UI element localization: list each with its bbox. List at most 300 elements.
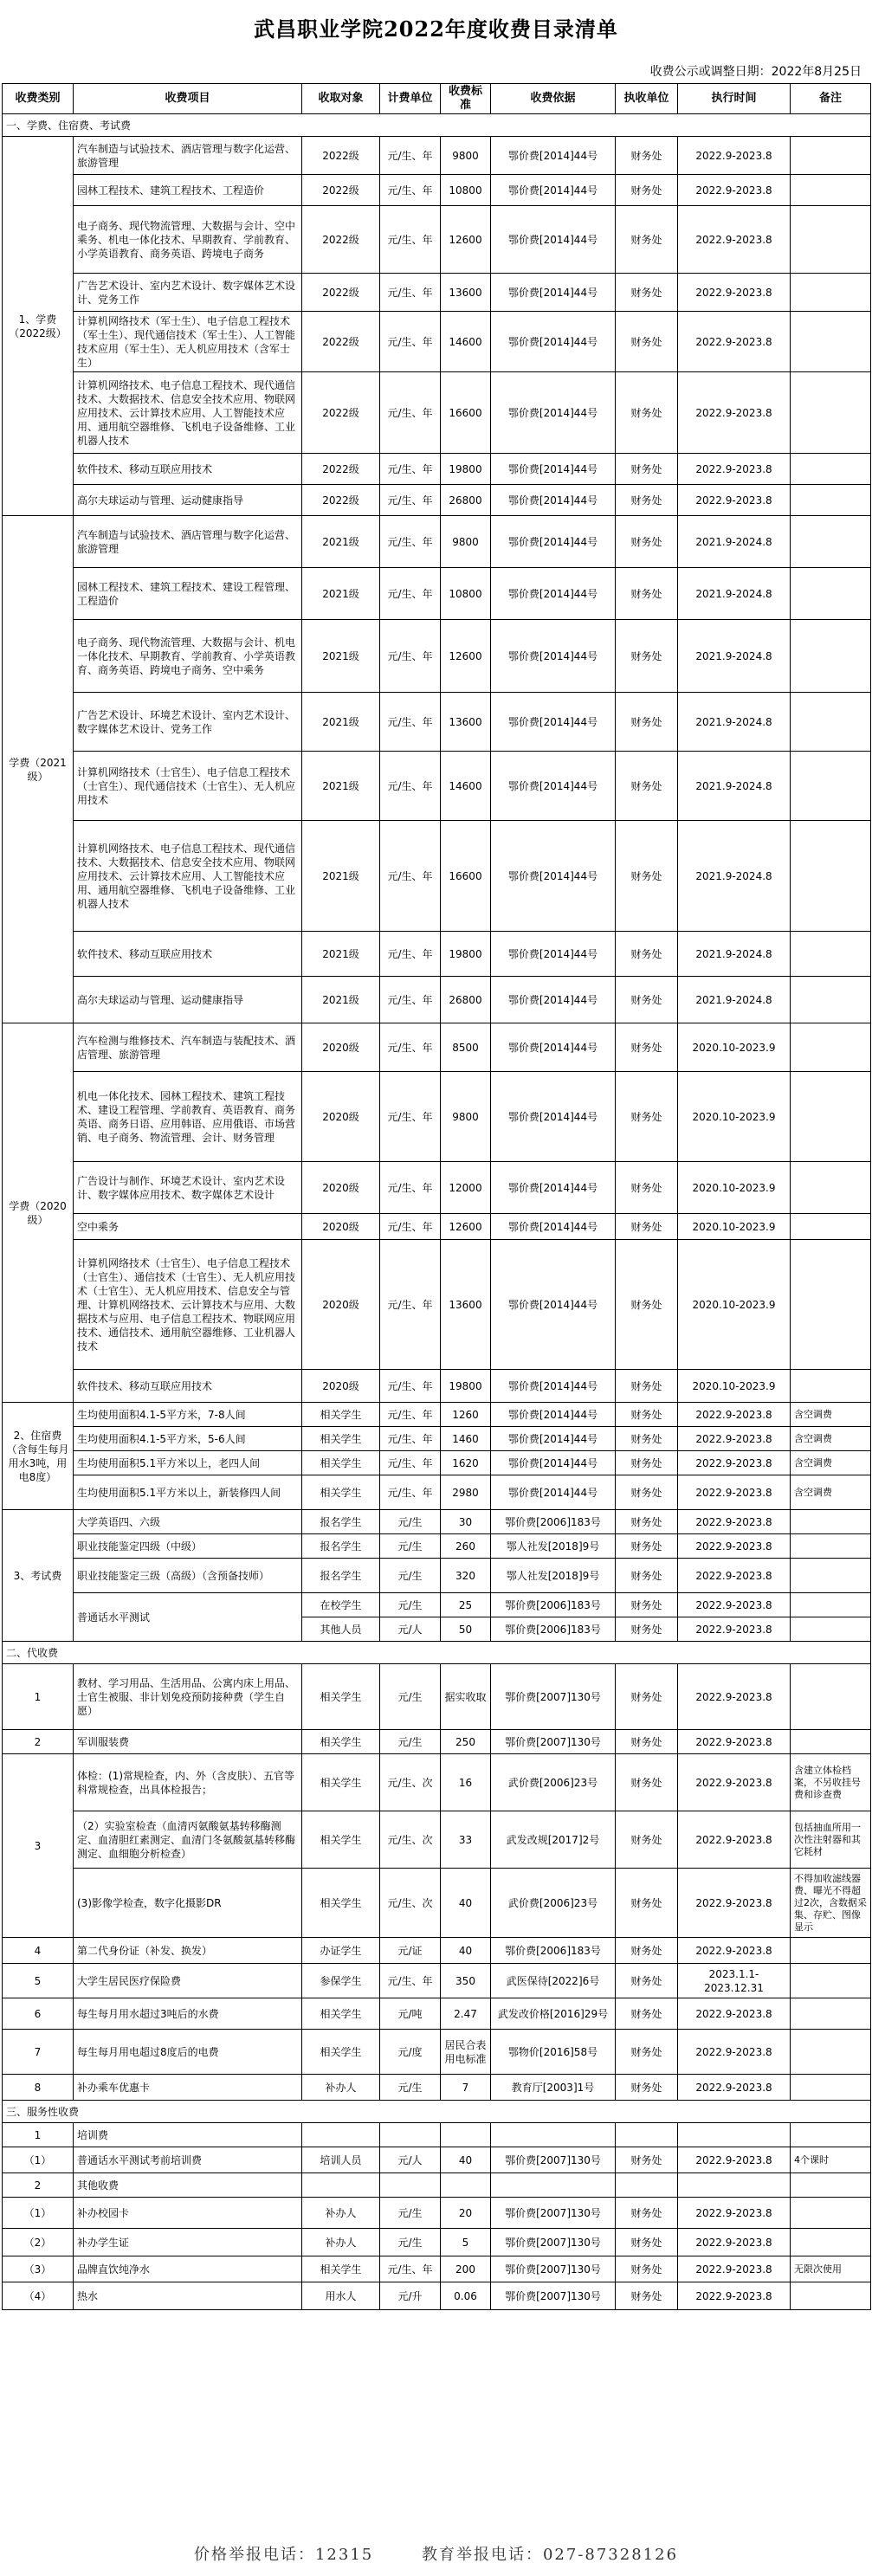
collector-cell: 财务处 bbox=[616, 1869, 678, 1938]
unit-cell: 元/生、年 bbox=[380, 1023, 441, 1072]
target-cell: 报名学生 bbox=[302, 1510, 380, 1534]
remark-cell: 4个课时 bbox=[791, 2147, 871, 2173]
basis-cell: 武发改价格[2016]29号 bbox=[491, 1998, 616, 2030]
remark-cell bbox=[791, 2229, 871, 2256]
table-row bbox=[3, 821, 871, 932]
remark-cell: 无限次使用 bbox=[791, 2256, 871, 2282]
fee-item-cell: 第二代身份证（补发、换发） bbox=[74, 1938, 302, 1964]
table-row bbox=[3, 1214, 871, 1240]
standard-cell: 200 bbox=[441, 2256, 491, 2282]
table-row bbox=[3, 1370, 871, 1403]
unit-cell: 元/生 bbox=[380, 1664, 441, 1730]
collector-cell: 财务处 bbox=[616, 2198, 678, 2229]
unit-cell: 元/度 bbox=[380, 2030, 441, 2075]
table-row bbox=[3, 1964, 871, 1998]
fee-item-cell: 计算机网络技术（士官生）、电子信息工程技术（士官生）、现代通信技术（士官生）、无人机应用技术 bbox=[74, 752, 302, 821]
fee-item-cell: 高尔夫球运动与管理、运动健康指导 bbox=[74, 977, 302, 1023]
target-cell: 2020级 bbox=[302, 1072, 380, 1162]
unit-cell: 元/生、年 bbox=[380, 693, 441, 752]
unit-cell: 元/生、年 bbox=[380, 2256, 441, 2282]
unit-cell: 元/生 bbox=[380, 1593, 441, 1617]
collector-cell: 财务处 bbox=[616, 1730, 678, 1754]
unit-cell: 元/生、次 bbox=[380, 1811, 441, 1869]
remark-cell bbox=[791, 2282, 871, 2310]
standard-cell: 12000 bbox=[441, 1162, 491, 1214]
period-cell: 2022.9-2023.8 bbox=[678, 1403, 791, 1427]
collector-cell: 财务处 bbox=[616, 2147, 678, 2173]
collector-cell: 财务处 bbox=[616, 175, 678, 206]
target-cell: 相关学生 bbox=[302, 1754, 380, 1811]
fee-item-cell: 职业技能鉴定四级（中级） bbox=[74, 1534, 302, 1559]
period-cell: 2022.9-2023.8 bbox=[678, 1754, 791, 1811]
standard-cell: 26800 bbox=[441, 977, 491, 1023]
table-row bbox=[3, 454, 871, 485]
collector-cell: 财务处 bbox=[616, 1240, 678, 1370]
collector-cell: 财务处 bbox=[616, 516, 678, 568]
remark-cell bbox=[791, 1964, 871, 1998]
basis-cell: 鄂价费[2014]44号 bbox=[491, 932, 616, 977]
target-cell bbox=[302, 2173, 380, 2198]
unit-cell: 元/生、年 bbox=[380, 137, 441, 175]
period-cell: 2022.9-2023.8 bbox=[678, 454, 791, 485]
unit-cell: 元/生、年 bbox=[380, 1427, 441, 1451]
target-cell: 2022级 bbox=[302, 175, 380, 206]
section-row bbox=[3, 1642, 871, 1664]
period-cell: 2020.10-2023.9 bbox=[678, 1162, 791, 1214]
basis-cell: 鄂人社发[2018]9号 bbox=[491, 1559, 616, 1593]
header-cell: 收费依据 bbox=[491, 84, 616, 114]
target-cell: 2022级 bbox=[302, 137, 380, 175]
target-cell: 2021级 bbox=[302, 752, 380, 821]
table-row bbox=[3, 1869, 871, 1938]
remark-cell bbox=[791, 752, 871, 821]
basis-cell: 鄂价费[2014]44号 bbox=[491, 312, 616, 372]
target-cell: 相关学生 bbox=[302, 1475, 380, 1510]
period-cell: 2022.9-2023.8 bbox=[678, 1593, 791, 1617]
basis-cell: 鄂价费[2014]44号 bbox=[491, 1072, 616, 1162]
remark-cell bbox=[791, 454, 871, 485]
basis-cell: 鄂价费[2014]44号 bbox=[491, 372, 616, 454]
fee-item-cell: 机电一体化技术、园林工程技术、建筑工程技术、建设工程管理、学前教育、英语教育、商务英语、商务日语、应用韩语、应用俄语、市场营销、电子商务、物流管理、会计、财务管理 bbox=[74, 1072, 302, 1162]
unit-cell: 元/生、年 bbox=[380, 485, 441, 516]
period-cell: 2022.9-2023.8 bbox=[678, 2075, 791, 2101]
basis-cell bbox=[491, 2123, 616, 2147]
unit-cell: 元/吨 bbox=[380, 1998, 441, 2030]
basis-cell: 鄂价费[2007]130号 bbox=[491, 1730, 616, 1754]
collector-cell: 财务处 bbox=[616, 1754, 678, 1811]
target-cell: 相关学生 bbox=[302, 1403, 380, 1427]
period-cell: 2021.9-2024.8 bbox=[678, 620, 791, 693]
basis-cell: 鄂价费[2007]130号 bbox=[491, 2229, 616, 2256]
period-cell: 2022.9-2023.8 bbox=[678, 274, 791, 312]
unit-cell: 元/生、年 bbox=[380, 1162, 441, 1214]
period-cell: 2022.9-2023.8 bbox=[678, 1475, 791, 1510]
table-row bbox=[3, 312, 871, 372]
category-cell: （2） bbox=[3, 2229, 74, 2256]
fee-item-cell: 大学英语四、六级 bbox=[74, 1510, 302, 1534]
unit-cell: 元/生、年 bbox=[380, 821, 441, 932]
remark-cell bbox=[791, 1510, 871, 1534]
unit-cell: 元/生、年 bbox=[380, 1475, 441, 1510]
header-cell: 收费类别 bbox=[3, 84, 74, 114]
period-cell: 2022.9-2023.8 bbox=[678, 2229, 791, 2256]
category-cell: 6 bbox=[3, 1998, 74, 2030]
standard-cell: 居民合表用电标准 bbox=[441, 2030, 491, 2075]
period-cell: 2021.9-2024.8 bbox=[678, 977, 791, 1023]
target-cell: 2020级 bbox=[302, 1370, 380, 1403]
table-row bbox=[3, 1162, 871, 1214]
standard-cell: 19800 bbox=[441, 1370, 491, 1403]
basis-cell bbox=[491, 2173, 616, 2198]
table-row bbox=[3, 1593, 871, 1617]
unit-cell: 元/生 bbox=[380, 1510, 441, 1534]
fee-item-cell: 电子商务、现代物流管理、大数据与会计、空中乘务、机电一体化技术、早期教育、学前教育、小学英语教育、商务英语、跨境电子商务 bbox=[74, 206, 302, 274]
standard-cell: 14600 bbox=[441, 312, 491, 372]
fee-item-cell: 广告艺术设计、环境艺术设计、室内艺术设计、数字媒体艺术设计、党务工作 bbox=[74, 693, 302, 752]
remark-cell bbox=[791, 2030, 871, 2075]
period-cell: 2022.9-2023.8 bbox=[678, 2256, 791, 2282]
table-row bbox=[3, 1403, 871, 1427]
standard-cell: 50 bbox=[441, 1617, 491, 1642]
target-cell: 2021级 bbox=[302, 516, 380, 568]
table-row bbox=[3, 372, 871, 454]
unit-cell: 元/生、年 bbox=[380, 1451, 441, 1475]
basis-cell: 鄂价费[2014]44号 bbox=[491, 274, 616, 312]
collector-cell: 财务处 bbox=[616, 932, 678, 977]
period-cell: 2022.9-2023.8 bbox=[678, 2198, 791, 2229]
collector-cell: 财务处 bbox=[616, 1214, 678, 1240]
standard-cell: 7 bbox=[441, 2075, 491, 2101]
basis-cell: 鄂价费[2014]44号 bbox=[491, 620, 616, 693]
fee-item-cell: 园林工程技术、建筑工程技术、建设工程管理、工程造价 bbox=[74, 568, 302, 620]
target-cell: 2022级 bbox=[302, 274, 380, 312]
fee-item-cell: 空中乘务 bbox=[74, 1214, 302, 1240]
table-row bbox=[3, 206, 871, 274]
collector-cell: 财务处 bbox=[616, 1559, 678, 1593]
period-cell: 2022.9-2023.8 bbox=[678, 312, 791, 372]
target-cell: 2021级 bbox=[302, 620, 380, 693]
table-row bbox=[3, 1664, 871, 1730]
target-cell: 相关学生 bbox=[302, 2256, 380, 2282]
fee-item-cell: (3)影像学检查，数字化摄影DR bbox=[74, 1869, 302, 1938]
section-title: 三、服务性收费 bbox=[3, 2101, 871, 2123]
publish-date: 收费公示或调整日期：2022年8月25日 bbox=[649, 65, 862, 79]
fee-table bbox=[2, 83, 871, 2310]
fee-item-cell: 计算机网络技术（士官生）、电子信息工程技术（士官生）、通信技术（士官生）、无人机应用技术（士官生）、无人机应用技术、信息安全与管理、计算机网络技术、云计算技术与应用、大数据技术与应用、电子信息工程技术、物联网应用技术、通信技术、通用航空器维修、工业机器人技术 bbox=[74, 1240, 302, 1370]
basis-cell: 鄂人社发[2018]9号 bbox=[491, 1534, 616, 1559]
basis-cell: 鄂价费[2014]44号 bbox=[491, 1162, 616, 1214]
category-cell: （3） bbox=[3, 2256, 74, 2282]
fee-table-body bbox=[3, 114, 871, 2310]
table-row bbox=[3, 2256, 871, 2282]
collector-cell: 财务处 bbox=[616, 274, 678, 312]
unit-cell: 元/生 bbox=[380, 1559, 441, 1593]
unit-cell: 元/生 bbox=[380, 2229, 441, 2256]
fee-item-cell: 软件技术、移动互联应用技术 bbox=[74, 932, 302, 977]
collector-cell: 财务处 bbox=[616, 821, 678, 932]
standard-cell: 260 bbox=[441, 1534, 491, 1559]
collector-cell: 财务处 bbox=[616, 2229, 678, 2256]
fee-item-cell: 每生每月用电超过8度后的电费 bbox=[74, 2030, 302, 2075]
standard-cell: 13600 bbox=[441, 693, 491, 752]
period-cell: 2022.9-2023.8 bbox=[678, 2030, 791, 2075]
table-row bbox=[3, 137, 871, 175]
period-cell: 2022.9-2023.8 bbox=[678, 1938, 791, 1964]
unit-cell: 元/生、年 bbox=[380, 977, 441, 1023]
table-row bbox=[3, 1754, 871, 1811]
collector-cell: 财务处 bbox=[616, 1451, 678, 1475]
standard-cell: 30 bbox=[441, 1510, 491, 1534]
fee-item-cell: 计算机网络技术、电子信息工程技术、现代通信技术、大数据技术、信息安全技术应用、物联网应用技术、云计算技术应用、人工智能技术应用、通用航空器维修、飞机电子设备维修、工业机器人技术 bbox=[74, 372, 302, 454]
standard-cell: 9800 bbox=[441, 1072, 491, 1162]
remark-cell bbox=[791, 932, 871, 977]
fee-item-cell: 园林工程技术、建筑工程技术、工程造价 bbox=[74, 175, 302, 206]
standard-cell: 13600 bbox=[441, 274, 491, 312]
fee-item-cell: 军训服装费 bbox=[74, 1730, 302, 1754]
fee-item-cell: 软件技术、移动互联应用技术 bbox=[74, 1370, 302, 1403]
fee-item-cell: 普通话水平测试考前培训费 bbox=[74, 2147, 302, 2173]
basis-cell: 鄂价费[2006]183号 bbox=[491, 1593, 616, 1617]
basis-cell: 鄂价费[2006]183号 bbox=[491, 1510, 616, 1534]
collector-cell: 财务处 bbox=[616, 1664, 678, 1730]
standard-cell: 10800 bbox=[441, 568, 491, 620]
unit-cell: 元/生、年 bbox=[380, 1403, 441, 1427]
remark-cell bbox=[791, 1559, 871, 1593]
collector-cell: 财务处 bbox=[616, 2075, 678, 2101]
edu-hotline: 教育举报电话：027-87328126 bbox=[421, 2546, 679, 2564]
remark-cell bbox=[791, 1162, 871, 1214]
remark-cell bbox=[791, 1534, 871, 1559]
table-row bbox=[3, 1072, 871, 1162]
basis-cell: 鄂价费[2006]183号 bbox=[491, 1938, 616, 1964]
collector-cell: 财务处 bbox=[616, 485, 678, 516]
collector-cell: 财务处 bbox=[616, 1072, 678, 1162]
period-cell: 2022.9-2023.8 bbox=[678, 1427, 791, 1451]
standard-cell: 1460 bbox=[441, 1427, 491, 1451]
period-cell: 2021.9-2024.8 bbox=[678, 932, 791, 977]
remark-cell bbox=[791, 1023, 871, 1072]
fee-item-cell: 汽车检测与维修技术、汽车制造与装配技术、酒店管理、旅游管理 bbox=[74, 1023, 302, 1072]
unit-cell: 元/生 bbox=[380, 2075, 441, 2101]
remark-cell bbox=[791, 2173, 871, 2198]
section-row bbox=[3, 2101, 871, 2123]
target-cell: 2020级 bbox=[302, 1214, 380, 1240]
remark-cell bbox=[791, 1938, 871, 1964]
collector-cell: 财务处 bbox=[616, 2256, 678, 2282]
collector-cell: 财务处 bbox=[616, 137, 678, 175]
remark-cell bbox=[791, 206, 871, 274]
category-cell: 8 bbox=[3, 2075, 74, 2101]
target-cell: 在校学生 bbox=[302, 1593, 380, 1617]
remark-cell bbox=[791, 693, 871, 752]
fee-item-cell: 广告艺术设计、室内艺术设计、数字媒体艺术设计、党务工作 bbox=[74, 274, 302, 312]
fee-item-cell: 大学生居民医疗保险费 bbox=[74, 1964, 302, 1998]
unit-cell bbox=[380, 2123, 441, 2147]
period-cell: 2022.9-2023.8 bbox=[678, 1664, 791, 1730]
basis-cell: 鄂价费[2014]44号 bbox=[491, 1370, 616, 1403]
basis-cell: 鄂价费[2014]44号 bbox=[491, 1214, 616, 1240]
standard-cell: 14600 bbox=[441, 752, 491, 821]
remark-cell bbox=[791, 1240, 871, 1370]
standard-cell: 据实收取 bbox=[441, 1664, 491, 1730]
fee-item-cell: 生均使用面积4.1-5平方米，5-6人间 bbox=[74, 1427, 302, 1451]
collector-cell: 财务处 bbox=[616, 1811, 678, 1869]
unit-cell: 元/人 bbox=[380, 2147, 441, 2173]
collector-cell: 财务处 bbox=[616, 1403, 678, 1427]
collector-cell: 财务处 bbox=[616, 1617, 678, 1642]
target-cell: 报名学生 bbox=[302, 1559, 380, 1593]
remark-cell bbox=[791, 175, 871, 206]
remark-cell bbox=[791, 2075, 871, 2101]
fee-item-cell: 热水 bbox=[74, 2282, 302, 2310]
price-hotline: 价格举报电话：12315 bbox=[193, 2546, 374, 2564]
remark-cell bbox=[791, 1072, 871, 1162]
period-cell: 2022.9-2023.8 bbox=[678, 137, 791, 175]
target-cell: 2020级 bbox=[302, 1162, 380, 1214]
period-cell bbox=[678, 2123, 791, 2147]
category-cell: 2 bbox=[3, 2173, 74, 2198]
target-cell: 2022级 bbox=[302, 372, 380, 454]
collector-cell: 财务处 bbox=[616, 454, 678, 485]
collector-cell: 财务处 bbox=[616, 1534, 678, 1559]
remark-cell bbox=[791, 568, 871, 620]
unit-cell: 元/生 bbox=[380, 2198, 441, 2229]
collector-cell: 财务处 bbox=[616, 2030, 678, 2075]
target-cell: 2022级 bbox=[302, 485, 380, 516]
basis-cell: 鄂价费[2014]44号 bbox=[491, 1240, 616, 1370]
basis-cell: 鄂价费[2014]44号 bbox=[491, 568, 616, 620]
period-cell: 2020.10-2023.9 bbox=[678, 1214, 791, 1240]
basis-cell: 武价费[2006]23号 bbox=[491, 1754, 616, 1811]
standard-cell: 2.47 bbox=[441, 1998, 491, 2030]
table-row bbox=[3, 568, 871, 620]
header-cell: 执收单位 bbox=[616, 84, 678, 114]
basis-cell: 鄂价费[2006]183号 bbox=[491, 1617, 616, 1642]
target-cell: 2022级 bbox=[302, 206, 380, 274]
collector-cell: 财务处 bbox=[616, 1427, 678, 1451]
basis-cell: 鄂价费[2007]130号 bbox=[491, 2147, 616, 2173]
standard-cell: 16 bbox=[441, 1754, 491, 1811]
collector-cell: 财务处 bbox=[616, 1162, 678, 1214]
target-cell: 相关学生 bbox=[302, 1998, 380, 2030]
collector-cell: 财务处 bbox=[616, 1475, 678, 1510]
period-cell: 2020.10-2023.9 bbox=[678, 1072, 791, 1162]
category-cell: （1） bbox=[3, 2198, 74, 2229]
unit-cell: 元/人 bbox=[380, 1617, 441, 1642]
fee-item-cell: 广告设计与制作、环境艺术设计、室内艺术设计、数字媒体应用技术、数字媒体艺术设计 bbox=[74, 1162, 302, 1214]
section-title: 一、学费、住宿费、考试费 bbox=[3, 114, 871, 137]
category-cell: （1） bbox=[3, 2147, 74, 2173]
unit-cell: 元/生、年 bbox=[380, 1072, 441, 1162]
standard-cell: 12600 bbox=[441, 1214, 491, 1240]
remark-cell bbox=[791, 1370, 871, 1403]
remark-cell: 含建立体检档案，不另收挂号费和诊查费 bbox=[791, 1754, 871, 1811]
table-row bbox=[3, 1510, 871, 1534]
collector-cell: 财务处 bbox=[616, 372, 678, 454]
target-cell: 相关学生 bbox=[302, 1451, 380, 1475]
fee-item-cell: 生均使用面积5.1平方米以上，新装修四人间 bbox=[74, 1475, 302, 1510]
period-cell: 2022.9-2023.8 bbox=[678, 2147, 791, 2173]
period-cell: 2022.9-2023.8 bbox=[678, 1869, 791, 1938]
standard-cell: 1260 bbox=[441, 1403, 491, 1427]
remark-cell bbox=[791, 137, 871, 175]
period-cell: 2022.9-2023.8 bbox=[678, 1510, 791, 1534]
table-row bbox=[3, 752, 871, 821]
standard-cell: 12600 bbox=[441, 620, 491, 693]
basis-cell: 鄂价费[2014]44号 bbox=[491, 1451, 616, 1475]
standard-cell: 1620 bbox=[441, 1451, 491, 1475]
remark-cell bbox=[791, 1214, 871, 1240]
table-row bbox=[3, 1475, 871, 1510]
target-cell bbox=[302, 2123, 380, 2147]
standard-cell: 16600 bbox=[441, 821, 491, 932]
period-cell: 2021.9-2024.8 bbox=[678, 693, 791, 752]
table-row bbox=[3, 620, 871, 693]
unit-cell: 元/生、年 bbox=[380, 932, 441, 977]
period-cell: 2021.9-2024.8 bbox=[678, 821, 791, 932]
fee-item-cell: 品牌直饮纯净水 bbox=[74, 2256, 302, 2282]
standard-cell: 5 bbox=[441, 2229, 491, 2256]
basis-cell: 鄂价费[2007]130号 bbox=[491, 2198, 616, 2229]
category-cell: 3 bbox=[3, 1754, 74, 1938]
fee-item-cell: 生均使用面积4.1-5平方米，7-8人间 bbox=[74, 1403, 302, 1427]
unit-cell: 元/生 bbox=[380, 1534, 441, 1559]
standard-cell: 33 bbox=[441, 1811, 491, 1869]
fee-item-cell: 教材、学习用品、生活用品、公寓内床上用品、士官生被服、非计划免疫预防接种费（学生自愿） bbox=[74, 1664, 302, 1730]
table-row bbox=[3, 977, 871, 1023]
table-row bbox=[3, 932, 871, 977]
fee-item-cell: 职业技能鉴定三级（高级）（含预备技师） bbox=[74, 1559, 302, 1593]
basis-cell: 武价费[2006]23号 bbox=[491, 1869, 616, 1938]
collector-cell: 财务处 bbox=[616, 620, 678, 693]
target-cell: 2020级 bbox=[302, 1023, 380, 1072]
fee-item-cell: 普通话水平测试 bbox=[74, 1593, 302, 1642]
table-row bbox=[3, 1451, 871, 1475]
collector-cell: 财务处 bbox=[616, 1023, 678, 1072]
remark-cell bbox=[791, 1593, 871, 1617]
table-row bbox=[3, 2282, 871, 2310]
basis-cell: 鄂价费[2014]44号 bbox=[491, 977, 616, 1023]
target-cell: 补办人 bbox=[302, 2229, 380, 2256]
collector-cell: 财务处 bbox=[616, 693, 678, 752]
period-cell: 2020.10-2023.9 bbox=[678, 1370, 791, 1403]
target-cell: 其他人员 bbox=[302, 1617, 380, 1642]
standard-cell: 320 bbox=[441, 1559, 491, 1593]
table-row bbox=[3, 1427, 871, 1451]
table-row bbox=[3, 1534, 871, 1559]
basis-cell: 武医保待[2022]6号 bbox=[491, 1964, 616, 1998]
category-cell: 3、考试费 bbox=[3, 1510, 74, 1642]
period-cell: 2020.10-2023.9 bbox=[678, 1240, 791, 1370]
basis-cell: 鄂价费[2007]130号 bbox=[491, 2256, 616, 2282]
fee-item-cell: 软件技术、移动互联应用技术 bbox=[74, 454, 302, 485]
period-cell: 2020.10-2023.9 bbox=[678, 1023, 791, 1072]
unit-cell: 元/生、次 bbox=[380, 1754, 441, 1811]
table-row bbox=[3, 2075, 871, 2101]
basis-cell: 鄂价费[2014]44号 bbox=[491, 516, 616, 568]
standard-cell bbox=[441, 2123, 491, 2147]
target-cell: 2021级 bbox=[302, 977, 380, 1023]
category-cell: 学费（2021级） bbox=[3, 516, 74, 1023]
fee-item-cell: 补办乘车优惠卡 bbox=[74, 2075, 302, 2101]
table-row bbox=[3, 2173, 871, 2198]
category-cell: 5 bbox=[3, 1964, 74, 1998]
collector-cell: 财务处 bbox=[616, 312, 678, 372]
remark-cell bbox=[791, 1730, 871, 1754]
category-cell: 学费（2020级） bbox=[3, 1023, 74, 1403]
collector-cell: 财务处 bbox=[616, 1510, 678, 1534]
unit-cell: 元/生、年 bbox=[380, 516, 441, 568]
